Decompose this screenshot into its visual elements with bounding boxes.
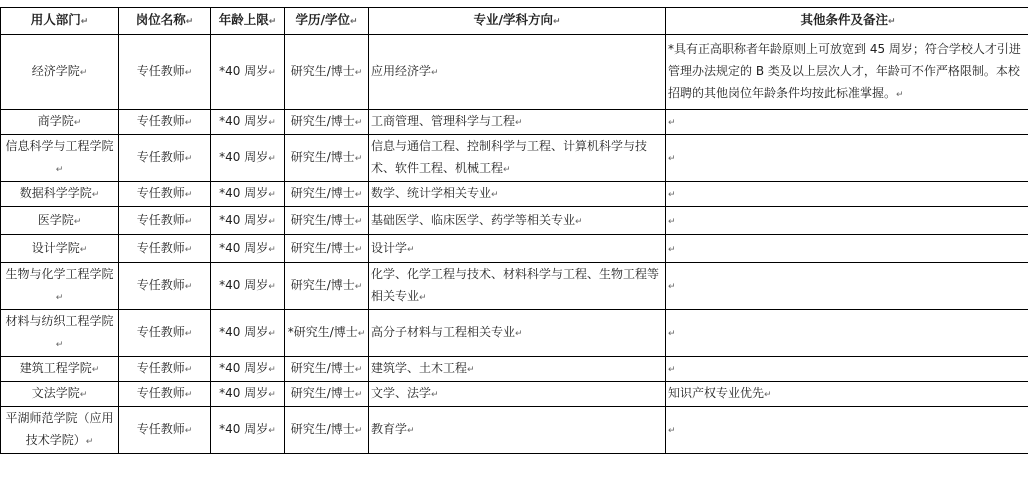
header-major: 专业/学科方向↵ xyxy=(369,8,666,35)
cell-position: 专任教师↵ xyxy=(119,407,211,454)
cell-dept: 设计学院↵ xyxy=(1,235,119,263)
cell-position: 专任教师↵ xyxy=(119,182,211,207)
cell-notes: ↵ xyxy=(666,235,1028,263)
cell-degree: 研究生/博士↵ xyxy=(285,110,369,135)
cell-age: *40 周岁↵ xyxy=(211,382,285,407)
header-age: 年龄上限↵ xyxy=(211,8,285,35)
cell-age: *40 周岁↵ xyxy=(211,357,285,382)
cell-position: 专任教师↵ xyxy=(119,263,211,310)
cell-notes: ↵ xyxy=(666,310,1028,357)
cell-dept: 生物与化学工程学院↵ xyxy=(1,263,119,310)
table-row xyxy=(1,135,1028,182)
cell-notes: ↵ xyxy=(666,135,1028,182)
header-dept: 用人部门↵ xyxy=(1,8,119,35)
cell-notes: ↵ xyxy=(666,263,1028,310)
cell-notes: *具有正高职称者年龄原则上可放宽到 45 周岁；符合学校人才引进管理办法规定的 B 类及以上层次人才，年龄可不作严格限制。本校招聘的其他岗位年龄条件均按此标准掌握。↵ xyxy=(666,35,1028,110)
cell-degree: 研究生/博士↵ xyxy=(285,207,369,235)
cell-age: *40 周岁↵ xyxy=(211,235,285,263)
cell-major: 数学、统计学相关专业↵ xyxy=(369,182,666,207)
cell-position: 专任教师↵ xyxy=(119,235,211,263)
cell-notes: ↵ xyxy=(666,207,1028,235)
header-notes: 其他条件及备注↵ xyxy=(666,8,1028,35)
table-header-row xyxy=(1,8,1028,35)
cell-age: *40 周岁↵ xyxy=(211,135,285,182)
cell-position: 专任教师↵ xyxy=(119,35,211,110)
cell-age: *40 周岁↵ xyxy=(211,35,285,110)
cell-dept: 材料与纺织工程学院↵ xyxy=(1,310,119,357)
cell-position: 专任教师↵ xyxy=(119,357,211,382)
table-row xyxy=(1,382,1028,407)
cell-dept: 建筑工程学院↵ xyxy=(1,357,119,382)
cell-major: 应用经济学↵ xyxy=(369,35,666,110)
cell-degree: 研究生/博士↵ xyxy=(285,407,369,454)
cell-position: 专任教师↵ xyxy=(119,110,211,135)
cell-major: 教育学↵ xyxy=(369,407,666,454)
cell-dept: 商学院↵ xyxy=(1,110,119,135)
table-row xyxy=(1,182,1028,207)
table-row xyxy=(1,357,1028,382)
cell-notes: ↵ xyxy=(666,407,1028,454)
cell-degree: 研究生/博士↵ xyxy=(285,35,369,110)
cell-degree: 研究生/博士↵ xyxy=(285,357,369,382)
cell-major: 高分子材料与工程相关专业↵ xyxy=(369,310,666,357)
cell-age: *40 周岁↵ xyxy=(211,263,285,310)
cell-major: 工商管理、管理科学与工程↵ xyxy=(369,110,666,135)
cell-dept: 经济学院↵ xyxy=(1,35,119,110)
cell-dept: 医学院↵ xyxy=(1,207,119,235)
cell-position: 专任教师↵ xyxy=(119,382,211,407)
cell-degree: 研究生/博士↵ xyxy=(285,182,369,207)
cell-notes: ↵ xyxy=(666,182,1028,207)
table-row xyxy=(1,110,1028,135)
cell-major: 设计学↵ xyxy=(369,235,666,263)
cell-age: *40 周岁↵ xyxy=(211,182,285,207)
table-row xyxy=(1,263,1028,310)
cell-dept: 平湖师范学院（应用技术学院）↵ xyxy=(1,407,119,454)
recruitment-table xyxy=(0,7,1028,454)
cell-age: *40 周岁↵ xyxy=(211,110,285,135)
cell-major: 信息与通信工程、控制科学与工程、计算机科学与技术、软件工程、机械工程↵ xyxy=(369,135,666,182)
cell-degree: 研究生/博士↵ xyxy=(285,235,369,263)
table-row xyxy=(1,235,1028,263)
cell-major: 化学、化学工程与技术、材料科学与工程、生物工程等相关专业↵ xyxy=(369,263,666,310)
table-row xyxy=(1,207,1028,235)
cell-degree: 研究生/博士↵ xyxy=(285,382,369,407)
table-row xyxy=(1,35,1028,110)
cell-age: *40 周岁↵ xyxy=(211,407,285,454)
cell-notes: ↵ xyxy=(666,110,1028,135)
cell-position: 专任教师↵ xyxy=(119,135,211,182)
cell-age: *40 周岁↵ xyxy=(211,207,285,235)
cell-dept: 数据科学学院↵ xyxy=(1,182,119,207)
cell-age: *40 周岁↵ xyxy=(211,310,285,357)
cell-degree: 研究生/博士↵ xyxy=(285,135,369,182)
header-degree: 学历/学位↵ xyxy=(285,8,369,35)
cell-position: 专任教师↵ xyxy=(119,310,211,357)
cell-dept: 信息科学与工程学院↵ xyxy=(1,135,119,182)
cell-notes: 知识产权专业优先↵ xyxy=(666,382,1028,407)
cell-notes: ↵ xyxy=(666,357,1028,382)
header-position: 岗位名称↵ xyxy=(119,8,211,35)
cell-degree: *研究生/博士↵ xyxy=(285,310,369,357)
cell-position: 专任教师↵ xyxy=(119,207,211,235)
cell-degree: 研究生/博士↵ xyxy=(285,263,369,310)
cell-dept: 文法学院↵ xyxy=(1,382,119,407)
table-row xyxy=(1,407,1028,454)
cell-major: 文学、法学↵ xyxy=(369,382,666,407)
cell-major: 建筑学、土木工程↵ xyxy=(369,357,666,382)
table-row xyxy=(1,310,1028,357)
cell-major: 基础医学、临床医学、药学等相关专业↵ xyxy=(369,207,666,235)
